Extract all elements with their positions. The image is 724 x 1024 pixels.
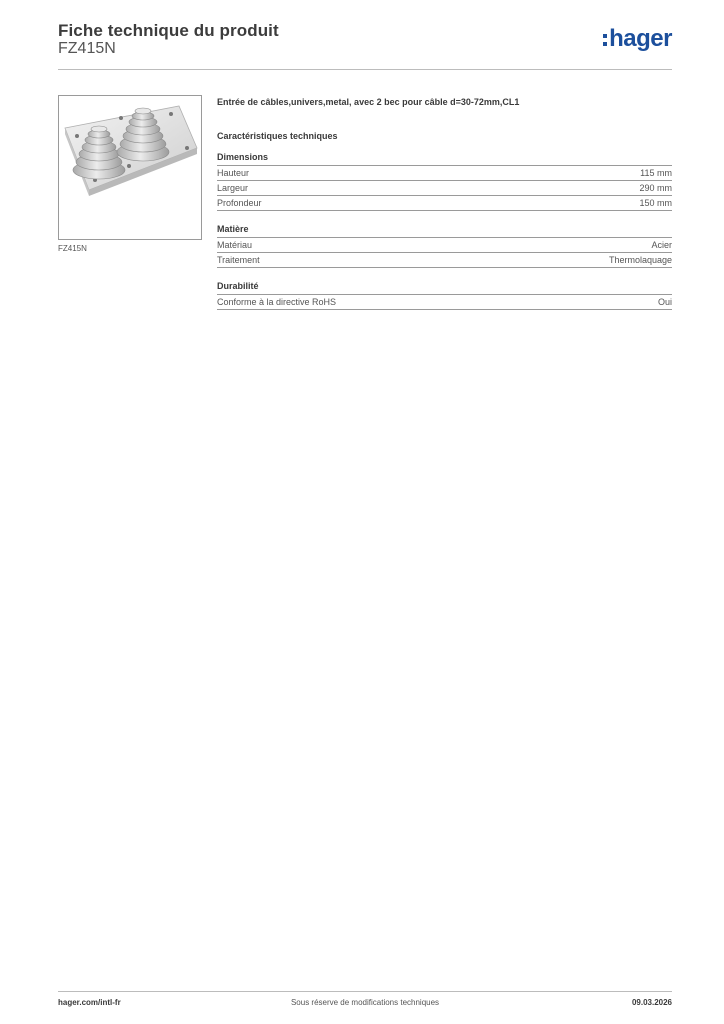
footer-date: 09.03.2026 <box>631 998 672 1007</box>
spec-label: Hauteur <box>217 168 250 178</box>
spec-group-dimensions <box>217 151 672 211</box>
spec-group-title: Dimensions <box>217 151 672 166</box>
specs-section-title: Caractéristiques techniques <box>217 131 338 141</box>
spec-value: 150 mm <box>639 198 672 208</box>
spec-group-durability <box>217 280 672 310</box>
spec-value: Thermolaquage <box>608 255 672 265</box>
footer-notice: Sous réserve de modifications techniques <box>290 998 440 1007</box>
logo-wordmark: hager <box>609 25 672 52</box>
footer-divider <box>58 991 672 992</box>
spec-value: Oui <box>657 297 672 307</box>
spec-row <box>217 295 672 310</box>
spec-row <box>217 166 672 181</box>
hager-logo <box>603 27 672 51</box>
spec-label: Matériau <box>217 240 253 250</box>
footer-website-link[interactable]: hager.com/intl-fr <box>58 998 121 1007</box>
page-title: Fiche technique du produit <box>58 21 279 40</box>
spec-group-title: Matière <box>217 223 672 238</box>
spec-row <box>217 196 672 211</box>
logo-colon-icon <box>603 34 607 46</box>
spec-value: Acier <box>651 240 672 250</box>
spec-row <box>217 181 672 196</box>
product-image <box>58 95 202 240</box>
cable-gland-illustration <box>59 96 201 239</box>
spec-group-material <box>217 223 672 268</box>
product-code: FZ415N <box>58 40 116 57</box>
spec-label: Profondeur <box>217 198 262 208</box>
spec-label: Largeur <box>217 183 249 193</box>
spec-content <box>217 96 672 310</box>
header-divider <box>58 69 672 70</box>
spec-label: Traitement <box>217 255 260 265</box>
spec-row <box>217 238 672 253</box>
spec-value: 115 mm <box>640 168 672 178</box>
product-image-caption: FZ415N <box>58 244 87 253</box>
spec-label: Conforme à la directive RoHS <box>217 297 337 307</box>
spec-value: 290 mm <box>639 183 672 193</box>
spec-group-title: Durabilité <box>217 280 672 295</box>
product-description: Entrée de câbles,univers,metal, avec 2 bec pour câble d=30-72mm,CL1 <box>217 97 520 107</box>
spec-row <box>217 253 672 268</box>
